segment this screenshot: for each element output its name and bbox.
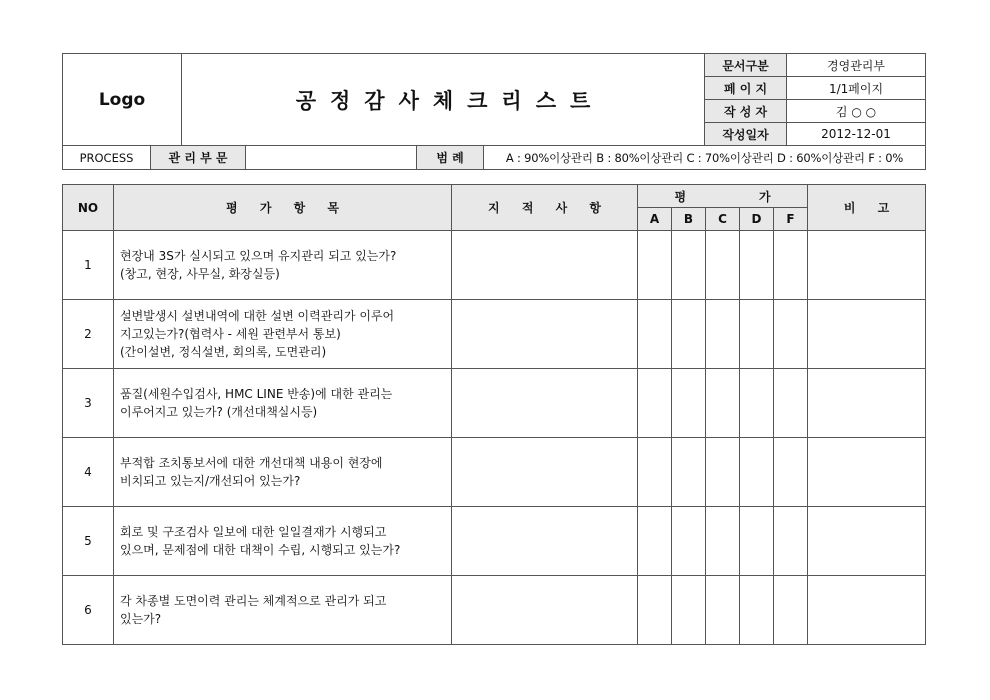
grade-cell-c[interactable] [706, 369, 740, 438]
grade-cell-b[interactable] [672, 231, 706, 300]
grade-cell-c[interactable] [706, 231, 740, 300]
grade-cell-a[interactable] [638, 576, 672, 645]
col-header-remark: 비 고 [808, 185, 926, 231]
grade-cell-f[interactable] [774, 576, 808, 645]
meta-label-page: 페 이 지 [705, 77, 787, 100]
row-number: 4 [63, 438, 114, 507]
meta-value-date: 2012-12-01 [787, 123, 926, 146]
grade-cell-f[interactable] [774, 369, 808, 438]
evaluation-item [114, 231, 452, 300]
grade-cell-c[interactable] [706, 507, 740, 576]
finding-cell[interactable] [452, 369, 638, 438]
document-header [62, 53, 926, 170]
evaluation-item [114, 576, 452, 645]
grade-cell-a[interactable] [638, 507, 672, 576]
grade-cell-f[interactable] [774, 300, 808, 369]
grade-cell-c[interactable] [706, 300, 740, 369]
grade-cell-a[interactable] [638, 231, 672, 300]
grade-cell-d[interactable] [740, 300, 774, 369]
grade-cell-d[interactable] [740, 231, 774, 300]
finding-cell[interactable] [452, 507, 638, 576]
grade-header-a: A [638, 208, 672, 231]
dept-label: 관 리 부 문 [151, 146, 246, 170]
meta-value-doctype: 경영관리부 [787, 54, 926, 77]
evaluation-item [114, 369, 452, 438]
grade-cell-f[interactable] [774, 507, 808, 576]
row-number: 1 [63, 231, 114, 300]
evaluation-item [114, 507, 452, 576]
grade-header-f: F [774, 208, 808, 231]
remark-cell[interactable] [808, 438, 926, 507]
grade-header-d: D [740, 208, 774, 231]
remark-cell[interactable] [808, 576, 926, 645]
grade-cell-d[interactable] [740, 369, 774, 438]
col-header-rating [638, 185, 808, 208]
row-number: 6 [63, 576, 114, 645]
evaluation-item-line: 각 차종별 도면이력 관리는 체계적으로 관리가 되고 [120, 594, 387, 608]
evaluation-item-line: 부적합 조치통보서에 대한 개선대책 내용이 현장에 [120, 456, 383, 470]
grade-header-c: C [706, 208, 740, 231]
meta-label-date: 작성일자 [705, 123, 787, 146]
remark-cell[interactable] [808, 507, 926, 576]
evaluation-item-line: 회로 및 구조검사 일보에 대한 일일결재가 시행되고 [120, 525, 387, 539]
legend-text: A : 90%이상관리 B : 80%이상관리 C : 70%이상관리 D : 60%이상관리 F : 0% [484, 146, 926, 170]
table-row [63, 438, 926, 507]
logo: Logo [63, 54, 182, 146]
evaluation-item-line: 현장내 3S가 실시되고 있으며 유지관리 되고 있는가? [120, 249, 397, 263]
finding-cell[interactable] [452, 576, 638, 645]
evaluation-item-line: 지고있는가?(협력사 - 세원 관련부서 통보) [120, 327, 341, 341]
meta-label-author: 작 성 자 [705, 100, 787, 123]
table-row [63, 231, 926, 300]
evaluation-item [114, 438, 452, 507]
remark-cell[interactable] [808, 231, 926, 300]
row-number: 5 [63, 507, 114, 576]
col-header-finding: 지 적 사 항 [452, 185, 638, 231]
table-row [63, 300, 926, 369]
evaluation-item-line: (창고, 현장, 사무실, 화장실등) [120, 267, 280, 281]
grade-cell-d[interactable] [740, 576, 774, 645]
finding-cell[interactable] [452, 231, 638, 300]
grade-cell-a[interactable] [638, 369, 672, 438]
evaluation-item [114, 300, 452, 369]
evaluation-item-line: 이루어지고 있는가? (개선대책실시등) [120, 405, 318, 419]
evaluation-item-line: 있으며, 문제점에 대한 대책이 수립, 시행되고 있는가? [120, 543, 401, 557]
grade-cell-f[interactable] [774, 438, 808, 507]
grade-cell-b[interactable] [672, 369, 706, 438]
grade-cell-b[interactable] [672, 438, 706, 507]
checklist-rows [63, 231, 926, 645]
finding-cell[interactable] [452, 438, 638, 507]
checklist-table [62, 184, 926, 645]
process-label: PROCESS [63, 146, 151, 170]
page-title: 공정감사체크리스트 [182, 54, 705, 146]
rating-label-right: 가 [758, 189, 771, 204]
evaluation-item-line: 비치되고 있는지/개선되어 있는가? [120, 474, 301, 488]
evaluation-item-line: 설변발생시 설변내역에 대한 설변 이력관리가 이루어 [120, 309, 395, 323]
meta-label-doctype: 문서구분 [705, 54, 787, 77]
grade-cell-a[interactable] [638, 438, 672, 507]
grade-cell-b[interactable] [672, 507, 706, 576]
row-number: 2 [63, 300, 114, 369]
table-row [63, 507, 926, 576]
table-row [63, 369, 926, 438]
grade-cell-f[interactable] [774, 231, 808, 300]
dept-value-field[interactable] [246, 146, 417, 170]
legend-label: 범 례 [417, 146, 484, 170]
grade-cell-d[interactable] [740, 438, 774, 507]
remark-cell[interactable] [808, 300, 926, 369]
meta-value-author: 김 ○ ○ [787, 100, 926, 123]
grade-cell-c[interactable] [706, 438, 740, 507]
evaluation-item-line: 있는가? [120, 612, 162, 626]
grade-cell-d[interactable] [740, 507, 774, 576]
remark-cell[interactable] [808, 369, 926, 438]
grade-cell-b[interactable] [672, 576, 706, 645]
row-number: 3 [63, 369, 114, 438]
evaluation-item-line: (간이설변, 정식설변, 회의록, 도면관리) [120, 345, 327, 359]
grade-cell-a[interactable] [638, 300, 672, 369]
grade-cell-c[interactable] [706, 576, 740, 645]
grade-cell-b[interactable] [672, 300, 706, 369]
col-header-item: 평 가 항 목 [114, 185, 452, 231]
meta-value-page: 1/1페이지 [787, 77, 926, 100]
col-header-no: NO [63, 185, 114, 231]
finding-cell[interactable] [452, 300, 638, 369]
evaluation-item-line: 품질(세원수입검사, HMC LINE 반송)에 대한 관리는 [120, 387, 393, 401]
table-row [63, 576, 926, 645]
grade-header-b: B [672, 208, 706, 231]
rating-label-left: 평 [674, 189, 687, 204]
